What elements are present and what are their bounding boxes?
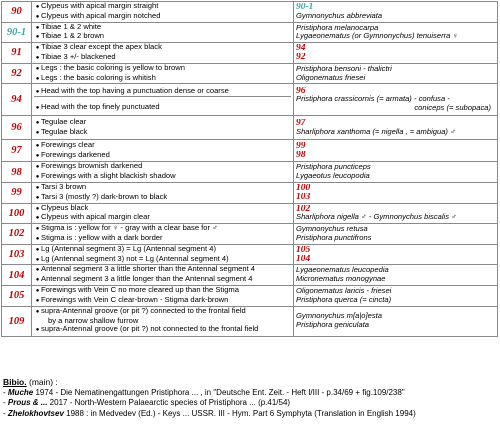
result-taxon: Pristiphora geniculata <box>296 321 370 330</box>
couplet-option <box>34 234 291 244</box>
bullet-icon: ● <box>35 152 40 159</box>
couplet-options <box>32 265 294 286</box>
couplet-results <box>294 22 498 43</box>
couplet-option-text: Forewings with Vein C no more cleared up than the Stigma <box>41 285 239 294</box>
couplet-number: 90-1 <box>2 22 32 43</box>
couplet-option-text: Clypeus with apical margin clear <box>41 213 150 222</box>
bullet-icon: ● <box>35 105 40 112</box>
result-taxon: Gymnonychus abbreviata <box>296 11 383 20</box>
couplet-option-text: Head with the top finely punctuated <box>41 102 160 112</box>
couplet-options <box>32 84 294 116</box>
couplet-options <box>32 162 294 183</box>
couplet-option <box>34 286 291 296</box>
couplet-option <box>34 74 291 84</box>
couplet-option-text: supra-Antennal groove (or pit ?) not connected to the frontal field <box>41 325 259 334</box>
couplet-option-text: Tarsi 3 brown <box>41 182 87 191</box>
bullet-icon: ● <box>35 120 40 127</box>
result-couplet-link: 105 <box>296 245 311 255</box>
bullet-icon: ● <box>35 205 40 212</box>
bibliography-entry: - Zhelokhovtsev 1988 : in Medvedev (Ed.) - Keys ... USSR. III - Hym. Part 6 Symphyta (Translation in English 1994) <box>3 408 416 418</box>
result-taxon: Lygaeonematus leucopedia <box>296 266 389 275</box>
couplet-options <box>32 2 294 23</box>
couplet-option <box>34 193 291 203</box>
couplet-options <box>32 224 294 245</box>
couplet-results <box>294 140 498 162</box>
bullet-icon: ● <box>35 256 40 263</box>
bullet-icon: ● <box>35 194 40 201</box>
couplet-number: 92 <box>2 63 32 84</box>
bullet-icon: ● <box>35 246 40 253</box>
result-couplet-link: 92 <box>296 52 306 62</box>
couplet-option <box>34 325 291 335</box>
bullet-icon: ● <box>35 4 40 10</box>
couplet-number: 98 <box>2 162 32 183</box>
couplet-results <box>294 244 498 265</box>
couplet-results <box>294 203 498 224</box>
couplet-options <box>32 140 294 162</box>
couplet-options <box>32 63 294 84</box>
identification-key-table <box>1 1 498 337</box>
couplet-number: 105 <box>2 285 32 306</box>
key-row <box>2 203 498 224</box>
couplet-results <box>294 84 498 116</box>
couplet-number: 94 <box>2 84 32 116</box>
key-row <box>2 84 498 116</box>
result-couplet-link: 102 <box>296 204 311 214</box>
couplet-results <box>294 43 498 64</box>
key-row <box>2 182 498 203</box>
couplet-option <box>34 183 291 193</box>
couplet-option-text: Legs : the basic coloring is whitish <box>41 73 156 82</box>
bibliography-entry: - Prous & ... 2017 - North-Western Palaearctic species of Pristiphora ... (p.41/54) <box>3 398 291 407</box>
couplet-option-text: Tarsi 3 (mostly ?) dark-brown to black <box>41 192 168 201</box>
result-taxon: Pristiphora crassicornis (= armata) - confusa - <box>296 95 450 104</box>
bullet-icon: ● <box>35 24 40 31</box>
couplet-option-text: Forewings clear <box>41 141 95 150</box>
key-row <box>2 22 498 43</box>
couplet-option-text: Lg (Antennal segment 3) not = Lg (Antennal segment 4) <box>41 254 229 263</box>
couplet-number: 102 <box>2 224 32 245</box>
couplet-option <box>34 204 291 214</box>
couplet-option <box>34 317 291 326</box>
couplet-option <box>34 128 291 138</box>
couplet-option-text: Clypeus with apical margin straight <box>41 2 159 10</box>
key-row <box>2 140 498 162</box>
bullet-icon: ● <box>35 297 40 304</box>
couplet-number: 99 <box>2 182 32 203</box>
couplet-options <box>32 182 294 203</box>
couplet-option-text: Antennal segment 3 a little shorter than the Antennal segment 4 <box>41 265 256 274</box>
couplet-option <box>34 96 291 113</box>
couplet-option <box>34 43 291 53</box>
bullet-icon: ● <box>35 65 40 72</box>
result-taxon: Pristiphora melanocarpa <box>296 23 379 32</box>
couplet-options <box>32 116 294 140</box>
key-row <box>2 63 498 84</box>
couplet-number: 96 <box>2 116 32 140</box>
couplet-option-text: Stigma is : yellow for ♀ - gray with a clear base for ♂ <box>41 224 218 233</box>
result-taxon: Sharliphora nigella ♂ - Gymnonychus biscalis ♂ <box>296 213 457 222</box>
result-taxon: Gymnonychus m[a|o]esta <box>296 312 382 321</box>
couplet-option <box>34 296 291 306</box>
couplet-number: 90 <box>2 2 32 23</box>
couplet-option-text: Lg (Antennal segment 3) = Lg (Antennal segment 4) <box>41 244 216 253</box>
result-taxon: Pristiphora querca (= cincta) <box>296 295 392 304</box>
result-taxon: Pristiphora puncticeps <box>296 163 371 172</box>
couplet-option <box>34 275 291 285</box>
couplet-options <box>32 22 294 43</box>
couplet-number: 91 <box>2 43 32 64</box>
couplet-option-text: Tegulae clear <box>41 118 87 127</box>
couplet-option <box>34 172 291 182</box>
couplet-number: 103 <box>2 244 32 265</box>
bullet-icon: ● <box>35 129 40 136</box>
couplet-option <box>34 162 291 172</box>
couplet-option-text: Forewings darkened <box>41 150 110 159</box>
result-taxon: coniceps (= subopaca) <box>414 104 491 113</box>
couplet-options <box>32 244 294 265</box>
result-couplet-link: 103 <box>296 192 311 202</box>
key-row <box>2 43 498 64</box>
bullet-icon: ● <box>35 54 40 61</box>
couplet-option-text: supra-Antennal groove (or pit ?) connected to the frontal field <box>41 306 246 315</box>
couplet-results <box>294 162 498 183</box>
couplet-results <box>294 116 498 140</box>
bullet-icon: ● <box>35 174 40 181</box>
couplet-option <box>34 12 291 22</box>
key-row <box>2 116 498 140</box>
couplet-option <box>34 213 291 223</box>
couplet-option-text: Clypeus black <box>41 203 89 212</box>
result-taxon: Lygaeotus leucopodia <box>296 172 370 181</box>
couplet-option-text: by a narrow shallow furrow <box>48 316 139 325</box>
couplet-results <box>294 63 498 84</box>
couplet-results <box>294 285 498 306</box>
bullet-icon: ● <box>35 13 40 20</box>
couplet-options <box>32 203 294 224</box>
couplet-number: 100 <box>2 203 32 224</box>
result-couplet-link: 99 <box>296 142 306 151</box>
couplet-option-text: Forewings with a slight blackish shadow <box>41 172 176 181</box>
bullet-icon: ● <box>35 164 40 171</box>
couplet-option-text: Forewings with Vein C clear-brown - Stigma dark-brown <box>41 295 229 304</box>
couplet-results <box>294 265 498 286</box>
result-taxon: Gymnonychus retusa <box>296 225 368 234</box>
bullet-icon: ● <box>35 235 40 242</box>
bullet-icon: ● <box>35 327 40 334</box>
couplet-option <box>34 87 291 97</box>
couplet-option-text: Tibiae 3 +/- blackened <box>41 52 116 61</box>
key-row <box>2 224 498 245</box>
result-taxon: Oligonematus friesei <box>296 73 366 82</box>
couplet-option <box>34 53 291 63</box>
couplet-results <box>294 182 498 203</box>
couplet-option <box>34 151 291 161</box>
result-taxon: Lygaeonematus (or Gymnonychus) tenuiserra ♀ <box>296 32 459 41</box>
key-row <box>2 244 498 265</box>
bullet-icon: ● <box>35 277 40 284</box>
bibliography-entry: - Muche 1974 - Die Nematinengattungen Pristiphora ... , in "Deutsche Ent. Zeit. - Heft I/III - p.34/69 + fig.109/238" <box>3 387 405 397</box>
couplet-option-text: Stigma is : yellow with a dark border <box>41 233 163 242</box>
couplet-option <box>34 23 291 33</box>
bibliography-subtitle: (main) : <box>28 377 58 387</box>
result-couplet-link: 97 <box>296 119 306 128</box>
bullet-icon: ● <box>35 267 40 274</box>
couplet-option-text: Clypeus with apical margin notched <box>41 11 161 20</box>
couplet-option-text: Forewings brownish darkened <box>41 162 143 171</box>
couplet-options <box>32 306 294 336</box>
bullet-icon: ● <box>35 88 40 95</box>
result-taxon: Micronematus monogynae <box>296 275 386 284</box>
couplet-option-text: Legs : the basic coloring is yellow to brown <box>41 63 185 72</box>
key-row <box>2 2 498 23</box>
key-row <box>2 265 498 286</box>
bullet-icon: ● <box>35 143 40 150</box>
couplet-number: 104 <box>2 265 32 286</box>
bullet-icon: ● <box>35 45 40 52</box>
key-row <box>2 306 498 336</box>
key-row <box>2 162 498 183</box>
bullet-icon: ● <box>35 308 40 315</box>
couplet-option <box>34 307 291 317</box>
result-taxon: Oligonematus laricis - friesei <box>296 286 392 295</box>
result-taxon: Pristiphora bensoni - thalictri <box>296 64 392 73</box>
couplet-option <box>34 2 291 12</box>
couplet-option-text: Tibiae 1 & 2 brown <box>41 32 105 41</box>
couplet-number: 109 <box>2 306 32 336</box>
bullet-icon: ● <box>35 75 40 82</box>
result-couplet-link: 96 <box>296 86 306 96</box>
result-taxon: Pristiphora punctifrons <box>296 233 372 242</box>
couplet-option <box>34 255 291 265</box>
couplet-results <box>294 2 498 23</box>
couplet-options <box>32 43 294 64</box>
bibliography-title: Bibio. <box>3 377 27 387</box>
couplet-options <box>32 285 294 306</box>
result-couplet-link: 98 <box>296 150 306 160</box>
couplet-option <box>34 118 291 128</box>
result-couplet-link: 104 <box>296 254 311 264</box>
result-couplet-link: 90-1 <box>296 3 314 12</box>
couplet-option <box>34 224 291 234</box>
couplet-results <box>294 224 498 245</box>
couplet-option <box>34 64 291 74</box>
result-couplet-link: 100 <box>296 183 311 193</box>
couplet-option-text: Head with the top having a punctuation dense or coarse <box>41 86 229 95</box>
bullet-icon: ● <box>35 226 40 233</box>
couplet-option-text: Antennal segment 3 a little longer than the Antennal segment 4 <box>41 275 253 284</box>
bullet-icon: ● <box>35 34 40 41</box>
bullet-icon: ● <box>35 215 40 222</box>
result-taxon: Sharliphora xanthoma (= nigella , = ambigua) ♂ <box>296 127 456 136</box>
bullet-icon: ● <box>35 184 40 191</box>
bibliography <box>3 377 498 419</box>
couplet-option <box>34 141 291 151</box>
bullet-icon: ● <box>35 287 40 294</box>
couplet-option-text: Tibiae 1 & 2 white <box>41 22 102 31</box>
couplet-option-text: Tibiae 3 clear except the apex black <box>41 43 162 52</box>
key-row <box>2 285 498 306</box>
couplet-option <box>34 265 291 275</box>
couplet-option-text: Tegulae black <box>41 127 88 136</box>
couplet-number: 97 <box>2 140 32 162</box>
couplet-option <box>34 32 291 42</box>
couplet-results <box>294 306 498 336</box>
couplet-option <box>34 245 291 255</box>
result-couplet-link: 94 <box>296 44 306 53</box>
